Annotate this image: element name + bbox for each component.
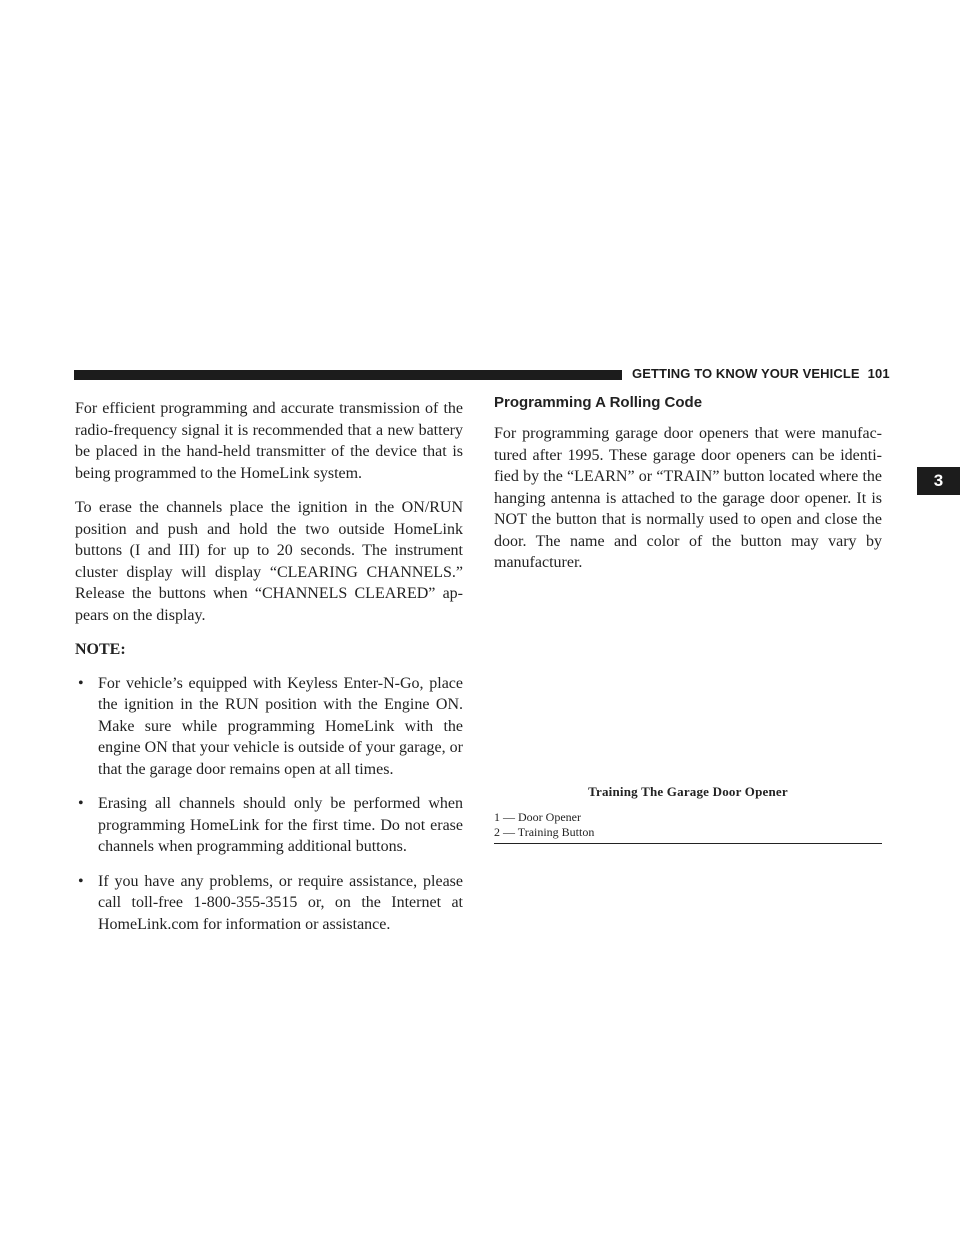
paragraph-battery: For efficient programming and accurate transmission of the radio-frequency signal it is recommended that a new battery be placed in the hand-held transmitter of the device that is being programmed to the HomeLink system. <box>75 400 463 482</box>
running-header <box>632 366 890 381</box>
bullet-text: If you have any problems, or require assistance, please call toll-free 1-800-355-3515 or, on the Internet at HomeLink.com for information or assistance. <box>98 872 463 933</box>
bullet-icon: • <box>78 872 84 890</box>
bullet-text: For vehicle’s equipped with Keyless Enter-N-Go, place the ignition in the RUN position with the Engine ON. Make sure while programming HomeLink with the engine ON that your vehicle is outside of your garage, or that the garage door remains open at all times. <box>98 674 463 778</box>
section-title: GETTING TO KNOW YOUR VEHICLE <box>632 366 860 381</box>
paragraph-rolling-code: For programming garage door openers that were manufac-tured after 1995. These garage door openers can be identi-fied by the “LEARN” or “TRAIN” button located where the hanging antenna is attached to the garage door opener. It is NOT the button that is normally used to open and close the door. The name and color of the button may vary by manufacturer. <box>494 425 882 571</box>
bullet-text: Erasing all channels should only be performed when programming HomeLink for the first time. Do not erase channels when programming additional buttons. <box>98 795 463 855</box>
note-bullet-list <box>75 673 463 936</box>
bullet-item <box>75 793 463 858</box>
bullet-icon: • <box>78 795 84 812</box>
figure-image-area <box>494 565 882 775</box>
legend-item-door-opener: 1 — Door Opener <box>494 810 581 824</box>
figure-caption: Training The Garage Door Opener <box>588 784 788 799</box>
page-number: 101 <box>867 366 890 381</box>
right-column <box>494 394 882 587</box>
header-rule <box>74 370 622 380</box>
bullet-icon: • <box>78 674 84 692</box>
left-column <box>75 398 463 948</box>
bullet-item <box>75 673 463 781</box>
chapter-tab: 3 <box>917 467 960 495</box>
legend-item-training-button: 2 — Training Button <box>494 825 595 839</box>
figure-legend <box>494 810 882 840</box>
figure-rule <box>494 843 882 844</box>
section-heading: Programming A Rolling Code <box>494 394 703 411</box>
paragraph-erase-channels: To erase the channels place the ignition in the ON/RUN position and push and hold the two outside HomeLink buttons (I and III) for up to 20 seconds. The instrument cluster display will display “CLEARING CHANNELS.” Release the buttons when “CHANNELS CLEARED” ap-pears on the display. <box>75 499 463 624</box>
note-label: NOTE: <box>75 641 126 658</box>
bullet-item <box>75 871 463 936</box>
